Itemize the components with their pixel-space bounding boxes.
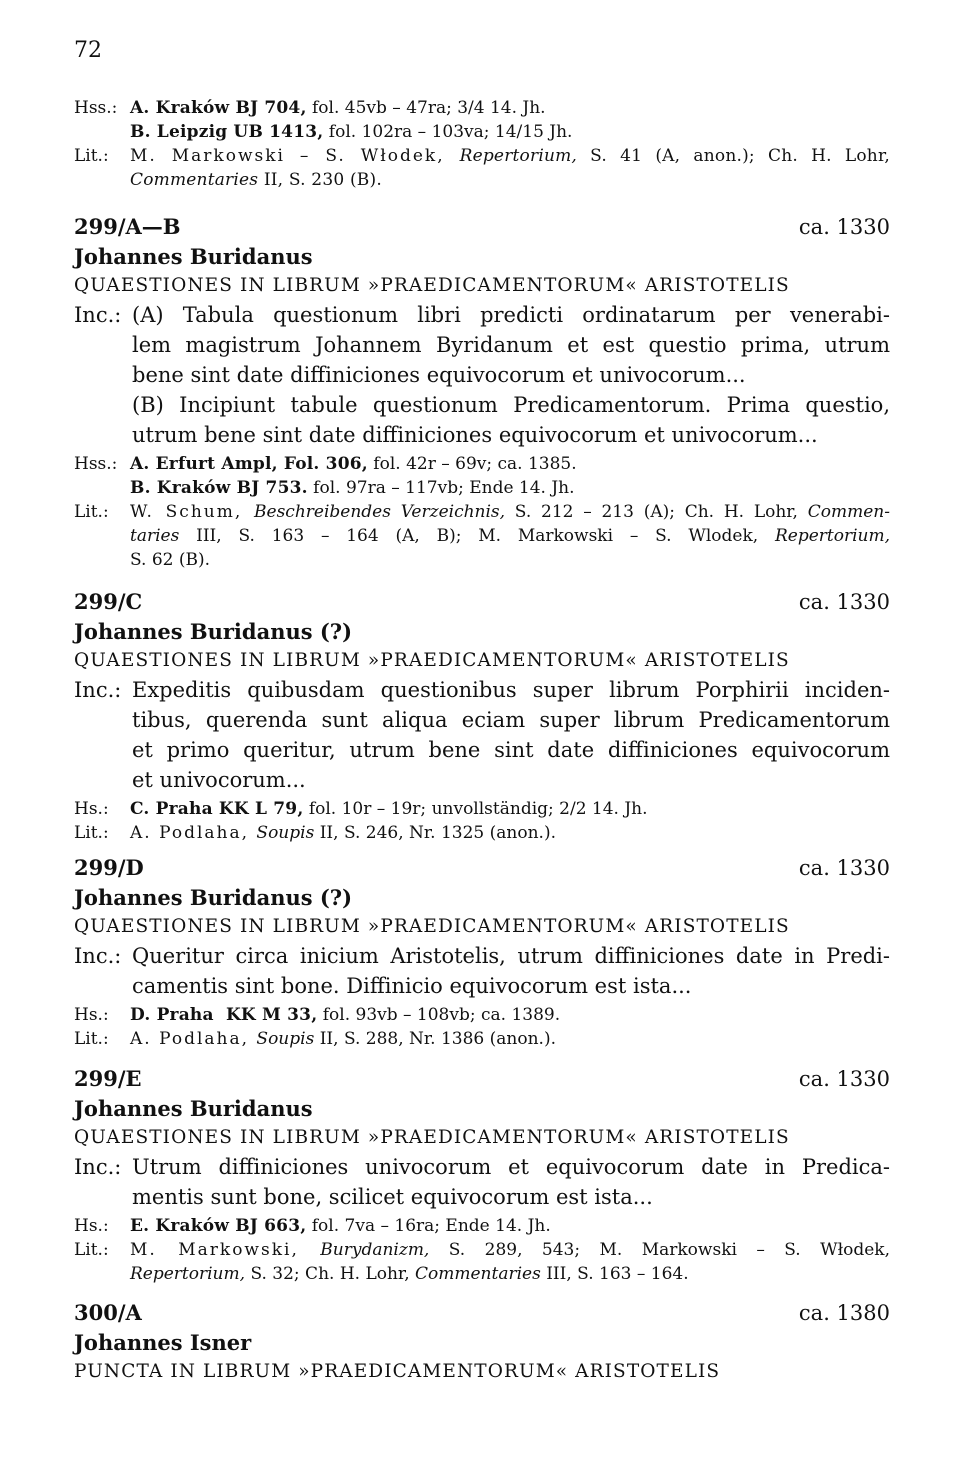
- hs-row: Hs.: C. Praha KK L 79, fol. 10r – 19r; unvollständig; 2/2 14. Jh.: [74, 799, 648, 819]
- entry-author: Johannes Buridanus: [74, 244, 313, 269]
- entry-author: Johannes Isner: [74, 1330, 252, 1355]
- hss-row: [74, 452, 890, 500]
- manuscript-line: B. Leipzig UB 1413, fol. 102ra – 103va; 14/15 Jh.: [130, 122, 573, 142]
- incipit-row: Inc.: Queritur circa inicium Aristotelis, utrum diffiniciones date in Predi- camentis sint bone. Diffinicio equivocorum est ista...: [74, 941, 890, 1001]
- entry-date: ca. 1330: [798, 215, 890, 239]
- entry-work-title: QUAESTIONES IN LIBRUM »PRAEDICAMENTORUM« ARISTOTELIS: [74, 650, 790, 671]
- entry-work-title: QUAESTIONES IN LIBRUM »PRAEDICAMENTORUM« ARISTOTELIS: [74, 916, 790, 937]
- entry-number: 299/E: [74, 1066, 142, 1091]
- entry-date: ca. 1330: [798, 1067, 890, 1091]
- lit-label: Lit.:: [74, 146, 109, 166]
- entry-work-title: PUNCTA IN LIBRUM »PRAEDICAMENTORUM« ARISTOTELIS: [74, 1361, 721, 1382]
- hs-row: Hs.: D. Praha KK M 33, fol. 93vb – 108vb; ca. 1389.: [74, 1005, 561, 1025]
- lit-label: Lit.:: [74, 1240, 109, 1260]
- incipit-row: Inc.: Expeditis quibusdam questionibus super librum Porphirii inciden- tibus, querenda sunt aliqua eciam super librum Predicamentorum et primo queritur, utrum bene sint date diffiniciones equivocorum et univocorum...: [74, 675, 890, 795]
- page-number: 72: [74, 38, 102, 63]
- entry-number: 300/A: [74, 1300, 142, 1325]
- lit-row: Lit.: W. Schum, Beschreibendes Verzeichnis, S. 212 – 213 (A); Ch. H. Lohr, Commen- taries III, S. 163 – 164 (A, B); M. Markowski – S. Wlodek, Repertorium, S. 62 (B).: [74, 502, 890, 570]
- lit-label: Lit.:: [74, 502, 109, 522]
- incipit-label: Inc.:: [74, 1155, 122, 1179]
- entry-number: 299/A—B: [74, 214, 181, 239]
- lit-row: Lit.: M. Markowski, Burydanizm, S. 289, 543; M. Markowski – S. Włodek, Repertorium, S. 32; Ch. H. Lohr, Commentaries III, S. 163 – 164.: [74, 1240, 890, 1284]
- manuscript-line: A. Kraków BJ 704, fol. 45vb – 47ra; 3/4 14. Jh.: [130, 98, 546, 118]
- entry-heading: [74, 587, 890, 617]
- entry-author: Johannes Buridanus (?): [74, 885, 353, 910]
- entry-work-title: QUAESTIONES IN LIBRUM »PRAEDICAMENTORUM« ARISTOTELIS: [74, 275, 790, 296]
- entry-heading: [74, 1064, 890, 1094]
- entry-number: 299/C: [74, 589, 143, 614]
- hss-label: Hss.:: [74, 98, 118, 118]
- lit-label: Lit.:: [74, 1029, 109, 1049]
- entry-author: Johannes Buridanus: [74, 1096, 313, 1121]
- entry-date: ca. 1380: [798, 1301, 890, 1325]
- entry-299-c: [74, 587, 890, 845]
- manuscript-line: B. Kraków BJ 753. fol. 97ra – 117vb; Ende 14. Jh.: [130, 478, 575, 498]
- entry-299-a-b: [74, 212, 890, 572]
- incipit-label: Inc.:: [74, 678, 122, 702]
- entry-299-d: [74, 853, 890, 1051]
- incipit-label: Inc.:: [74, 944, 122, 968]
- hss-row: [74, 96, 890, 144]
- hs-label: Hs.:: [74, 1005, 109, 1025]
- entry-heading: [74, 212, 890, 242]
- entry-work-title: QUAESTIONES IN LIBRUM »PRAEDICAMENTORUM« ARISTOTELIS: [74, 1127, 790, 1148]
- top-references: [74, 96, 890, 192]
- hss-label: Hss.:: [74, 454, 118, 474]
- lit-row: Lit.: A. Podlaha, Soupis II, S. 288, Nr. 1386 (anon.).: [74, 1029, 556, 1049]
- entry-heading: [74, 853, 890, 883]
- incipit-label: Inc.:: [74, 303, 122, 327]
- hs-row: Hs.: E. Kraków BJ 663, fol. 7va – 16ra; Ende 14. Jh.: [74, 1216, 551, 1236]
- lit-row: Lit.: M. Markowski – S. Włodek, Repertorium, S. 41 (A, anon.); Ch. H. Lohr, Commentaries II, S. 230 (B).: [74, 146, 891, 190]
- entry-date: ca. 1330: [798, 856, 890, 880]
- entry-date: ca. 1330: [798, 590, 890, 614]
- entry-number: 299/D: [74, 855, 144, 880]
- entry-299-e: [74, 1064, 890, 1286]
- incipit-row: Inc.: (A) Tabula questionum libri predicti ordinatarum per venerabi- lem magistrum Johannem Byridanum et est questio prima, utrum bene sint date diffiniciones equivocorum et univocorum... (B) Incipiunt tabule questionum Predicamentorum. Prima questio, utrum bene sint date diffiniciones equivocorum et univocorum...: [74, 300, 890, 450]
- entry-author: Johannes Buridanus (?): [74, 619, 353, 644]
- entry-heading: [74, 1298, 890, 1328]
- lit-row: Lit.: A. Podlaha, Soupis II, S. 246, Nr. 1325 (anon.).: [74, 823, 556, 843]
- lit-label: Lit.:: [74, 823, 109, 843]
- incipit-row: Inc.: Utrum diffiniciones univocorum et equivocorum date in Predica- mentis sunt bone, scilicet equivocorum est ista...: [74, 1152, 890, 1212]
- hs-label: Hs.:: [74, 799, 109, 819]
- hs-label: Hs.:: [74, 1216, 109, 1236]
- entry-300-a: [74, 1298, 890, 1386]
- manuscript-line: A. Erfurt Ampl, Fol. 306, fol. 42r – 69v; ca. 1385.: [130, 454, 577, 474]
